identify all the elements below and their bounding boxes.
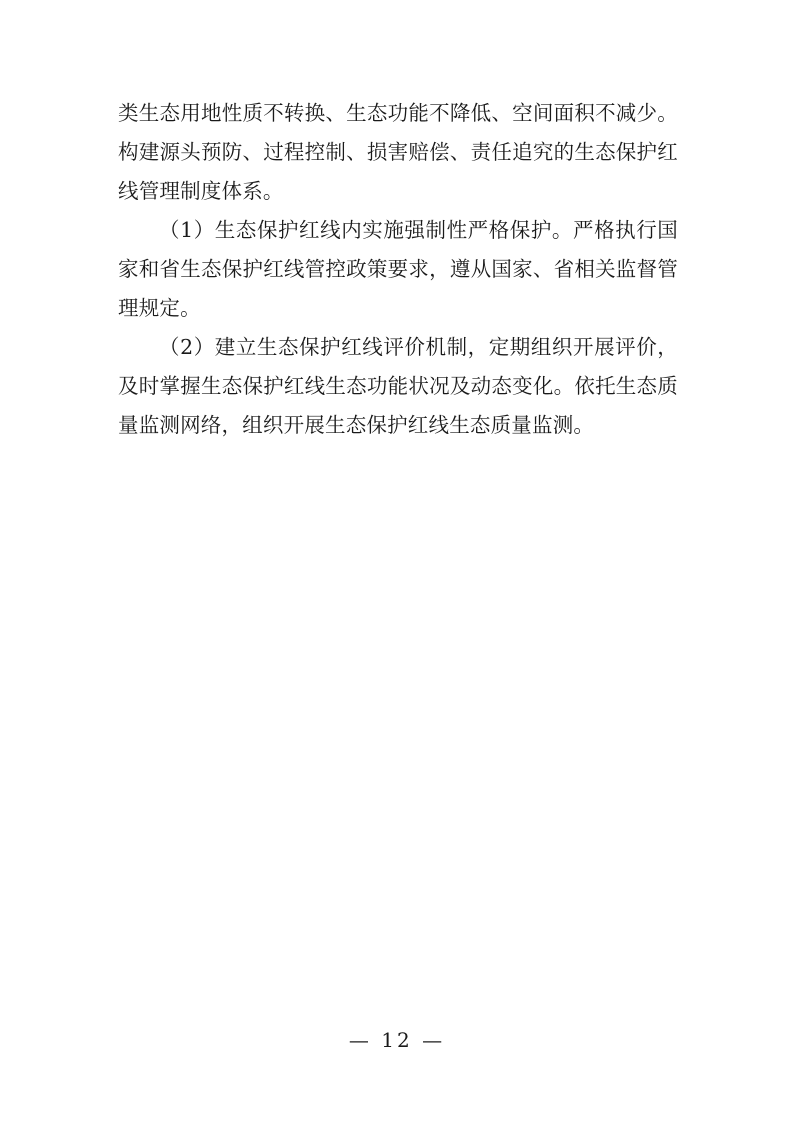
paragraph: （1）生态保护红线内实施强制性严格保护。严格执行国家和省生态保护红线管控政策要求，遵从国家、省相关监督管理规定。 — [118, 218, 678, 320]
page-footer — [0, 1028, 794, 1052]
page-number: — 12 — — [348, 1028, 446, 1052]
paragraph: （2）建立生态保护红线评价机制，定期组织开展评价，及时掌握生态保护红线生态功能状况及动态变化。依托生态质量监测网络，组织开展生态保护红线生态质量监测。 — [118, 335, 678, 437]
document-body — [118, 94, 678, 445]
paragraph: 类生态用地性质不转换、生态功能不降低、空间面积不减少。构建源头预防、过程控制、损害赔偿、责任追究的生态保护红线管理制度体系。 — [118, 101, 678, 203]
